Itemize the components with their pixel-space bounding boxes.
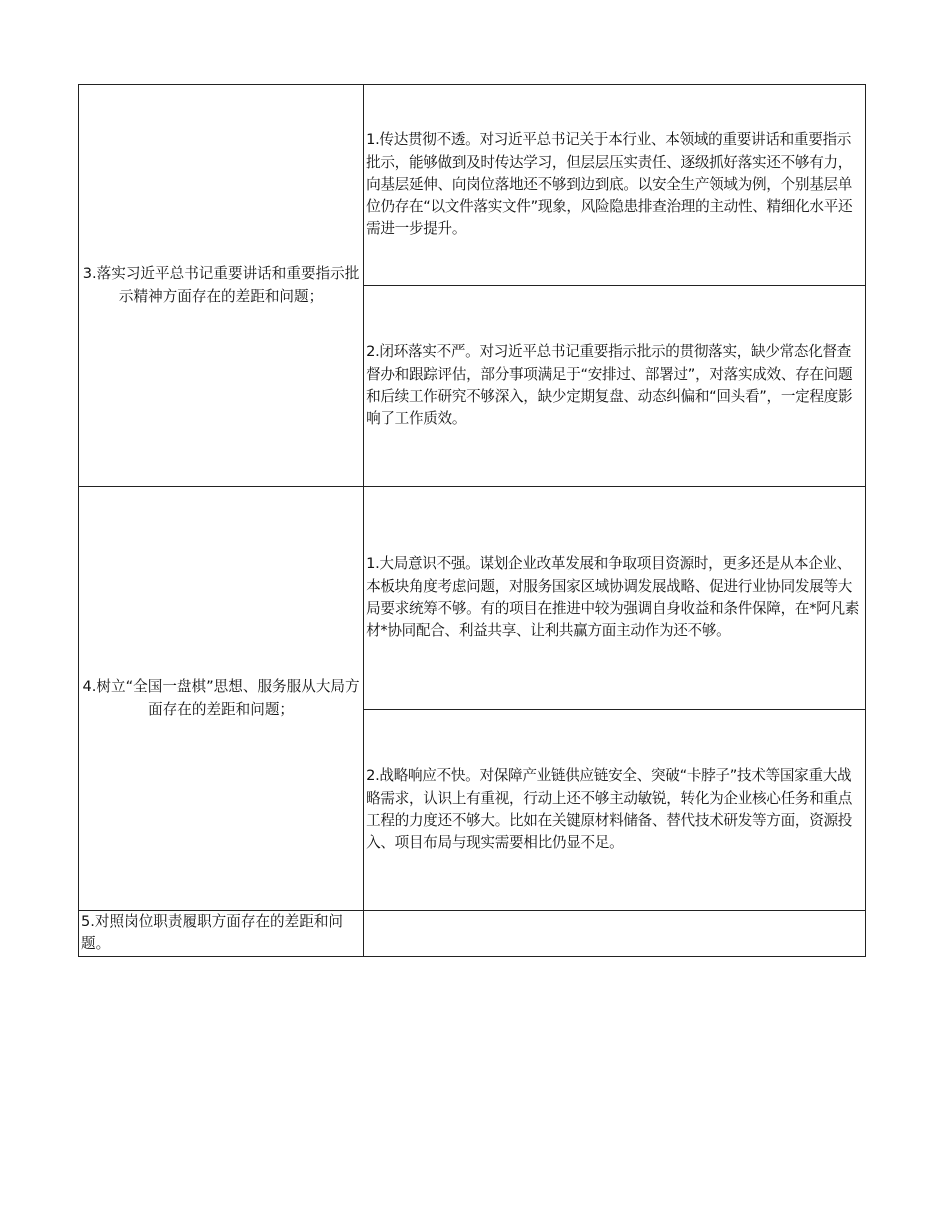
- table-row: [79, 85, 866, 286]
- table-row: [79, 487, 866, 710]
- category-cell: 3.落实习近平总书记重要讲话和重要指示批示精神方面存在的差距和问题；: [79, 85, 364, 487]
- detail-cell: 2.闭环落实不严。对习近平总书记重要指示批示的贯彻落实，缺少常态化督查督办和跟踪评估，部分事项满足于“安排过、部署过”，对落实成效、存在问题和后续工作研究不够深入，缺少定期复盘、动态纠偏和“回头看”，一定程度影响了工作质效。: [364, 286, 866, 487]
- problem-table: [78, 84, 866, 957]
- category-cell: 4.树立“全国一盘棋”思想、服务服从大局方面存在的差距和问题；: [79, 487, 364, 911]
- detail-cell: [364, 911, 866, 957]
- detail-cell: 2.战略响应不快。对保障产业链供应链安全、突破“卡脖子”技术等国家重大战略需求，认识上有重视，行动上还不够主动敏锐，转化为企业核心任务和重点工程的力度还不够大。比如在关键原材料储备、替代技术研发等方面，资源投入、项目布局与现实需要相比仍显不足。: [364, 710, 866, 911]
- table-row: [79, 911, 866, 957]
- category-cell: 5.对照岗位职责履职方面存在的差距和问题。: [79, 911, 364, 957]
- detail-cell: 1.大局意识不强。谋划企业改革发展和争取项目资源时，更多还是从本企业、本板块角度考虑问题，对服务国家区域协调发展战略、促进行业协同发展等大局要求统筹不够。有的项目在推进中较为强调自身收益和条件保障，在*阿凡素材*协同配合、利益共享、让利共赢方面主动作为还不够。: [364, 487, 866, 710]
- detail-cell: 1.传达贯彻不透。对习近平总书记关于本行业、本领域的重要讲话和重要指示批示，能够做到及时传达学习，但层层压实责任、逐级抓好落实还不够有力，向基层延伸、向岗位落地还不够到边到底。以安全生产领域为例，个别基层单位仍存在“以文件落实文件”现象，风险隐患排查治理的主动性、精细化水平还需进一步提升。: [364, 85, 866, 286]
